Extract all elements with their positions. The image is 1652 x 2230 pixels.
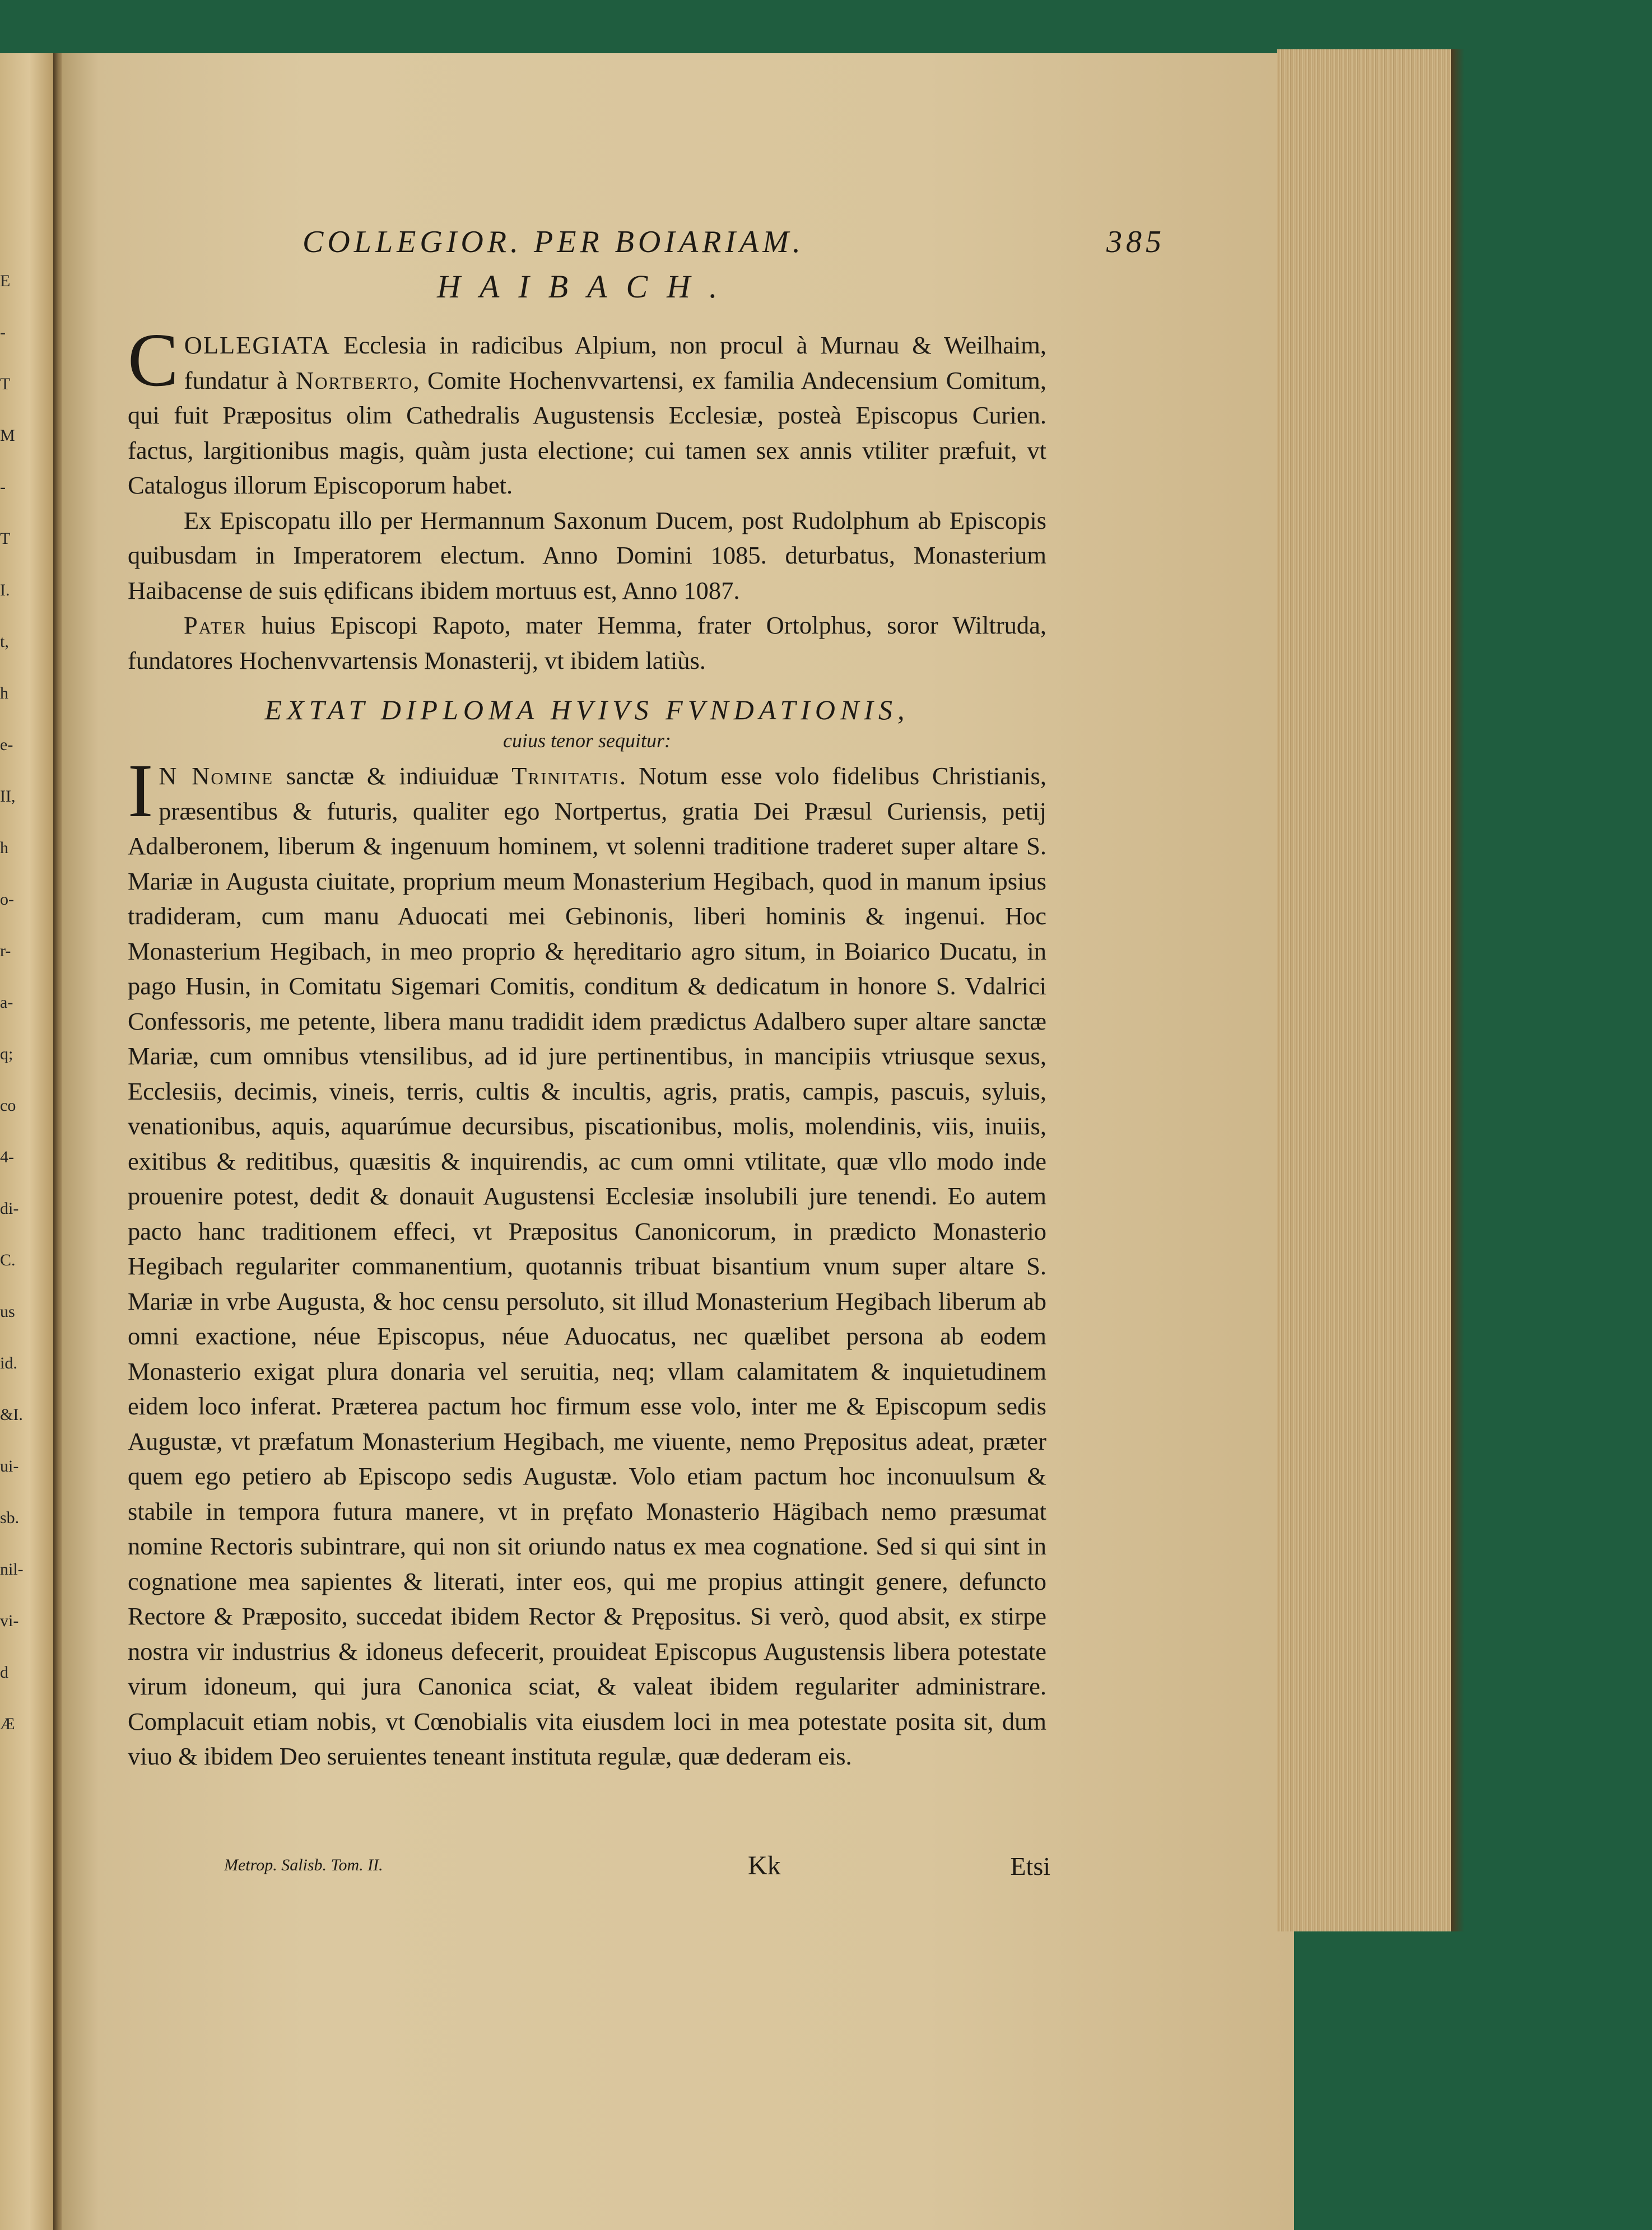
facing-page <box>0 53 53 2230</box>
fragment: d <box>0 1663 8 1682</box>
fragment: II, <box>0 787 16 806</box>
page-number: 385 <box>1106 225 1165 259</box>
fragment: e- <box>0 735 13 754</box>
founder-name: Nortberto <box>295 366 413 394</box>
fragment: t, <box>0 632 9 651</box>
fragment: T <box>0 529 11 548</box>
drop-cap: I <box>128 749 153 833</box>
fragment: E <box>0 272 11 290</box>
paragraph-text: Ecclesia in radicibus Alpium, non procul à Murnau & Weilhaim, fundatur à <box>184 331 1046 394</box>
paragraph-deposition: Ex Episcopatu illo per Hermannum Saxonum Ducem, post Rudolphum ab Episcopis quibusdam in Imperatorem electum. Anno Domini 1085. deturbatus, Monasterium Haibacense de suis ędificans ibidem mortuus est, Anno 1087. <box>128 506 1046 604</box>
paragraph-foundation <box>128 318 1046 503</box>
fragment: Æ <box>0 1715 15 1733</box>
lead-word: OLLEGIATA <box>184 331 331 359</box>
paragraph-text: , Comite Hochenvvartensi, ex familia Andecensium Comitum, qui fuit Præpositus olim Cathedralis Augustensis Ecclesiæ, posteà Episcopus Curien. factus, largitionibus magis, quàm justa electione; cui tamen sex annis vtiliter præfuit, vt Catalogus illorum Episcoporum habet. <box>128 366 1046 499</box>
paragraph-text: . Notum esse volo fidelibus Christianis, præsentibus & futuris, qualiter ego Nortpertus, gratia Dei Præsul Curiensis, petij Adalberonem, liberum & ingenuum hominem, vt solenni traditione traderet super altare S. Mariæ in Augusta ciuitate, proprium meum Monasterium Hegibach, quod in manum ipsius tradideram, cum manu Aduocati mei Gebinonis, liberi hominis & ingenui. Hoc Monasterium Hegibach, in meo proprio & hęreditario agro situm, in Boiarico Ducatu, in pago Husin, in Comitatu Sigemari Comitis, conditum & dedicatum in honore S. Vdalrici Confessoris, me petente, libera manu tradidit idem prædictus Adalbero super altare sanctæ Mariæ, cum omnibus vtensilibus, ad id jure pertinentibus, in mancipiis vtriusque sexus, Ecclesiis, decimis, vineis, terris, cultis & incultis, agris, pratis, campis, pascuis, syluis, venationibus, aquis, aquarúmue decursibus, piscationibus, molis, molendinis, viis, inuiis, exitibus & reditibus, quæsitis & inquirendis, ac cum omni vtilitate, quæ vllo modo inde prouenire potest, dedit & donauit Augustensi Ecclesiæ insolubili jure tenendi. Eo autem pacto hanc traditionem effeci, vt Præpositus Canonicorum, in prædicto Monasterio Hegibach regulariter commanentium, quotannis tribuat bisantium vnum super altare S. Mariæ in vrbe Augusta, & hoc censu persoluto, sit illud Monasterium Hegibach liberum ab omni exactione, néue Episcopus, néue Aduocatus, nec quælibet persona ab eodem Monasterio exigat plura donaria vel seruitia, neq; vllam calamitatem & inquietudinem eidem loco inferat. Præterea pactum hoc firmum esse volo, inter me & Episcopum sedis Augustæ, vt præfatum Monasterium Hegibach, me viuente, nemo Prępositus adeat, præter quem ego petiero ab Episcopo sedis Augustæ. Volo etiam pactum hoc inconuulsum & stabile in tempora futura manere, vt in pręfato Monasterio Hägibach nemo præsumat nomine Rectoris subintrare, qui non sit oriundo natus ex mea cognatione. Sed si qui sint in cognatione mea sapientes & literati, inter eos, qui me propius attingit genere, defuncto Rectore & Præposito, succedat ibidem Rector & Prępositus. Si verò, quod absit, ex stirpe nostra vir industrius & idoneus defecerit, prouideat Episcopus Augustensis libera potestate virum idoneum, qui jura Canonica sciat, & valeat ibidem regulariter administrare. Complacuit etiam nobis, vt Cœnobialis vita eiusdem loci in mea potestate posita sit, dum viuo & ibidem Deo seruientes teneant instituta regulæ, quæ dederam eis. <box>128 762 1047 1770</box>
fragment: id. <box>0 1354 17 1372</box>
fragment: r- <box>0 942 11 960</box>
fragment: h <box>0 684 8 702</box>
section-title: HAIBACH. <box>437 268 737 305</box>
diploma-heading: EXTAT DIPLOMA HVIVS FVNDATIONIS, <box>264 694 910 725</box>
diploma-subheading: cuius tenor sequitur: <box>503 729 671 752</box>
fragment: nil- <box>0 1560 24 1579</box>
fragment: di- <box>0 1199 19 1218</box>
page-footer <box>224 1850 1050 1884</box>
fragment: vi- <box>0 1612 19 1630</box>
signature-mark: Kk <box>748 1851 781 1880</box>
facing-page-margin-fragments <box>0 266 35 1739</box>
lead-word: Pater <box>184 611 247 639</box>
fragment: a- <box>0 993 13 1012</box>
fragment: ui- <box>0 1457 19 1475</box>
fragment: - <box>0 323 6 342</box>
running-head-title: COLLEGIOR. PER BOIARIAM. <box>303 225 804 259</box>
fragment: co <box>0 1096 16 1115</box>
fragment: sb. <box>0 1509 20 1527</box>
body-text <box>128 318 1047 1774</box>
fragment: - <box>0 478 6 496</box>
fragment: T <box>0 375 11 393</box>
lead-word: N Nomine <box>159 762 274 790</box>
paragraph-diploma <box>128 749 1047 1774</box>
drop-cap: C <box>128 318 179 402</box>
fragment: us <box>0 1302 15 1321</box>
fragment: M <box>0 426 15 445</box>
fragment: h <box>0 839 8 857</box>
page-stack-shadow <box>1451 49 1464 1931</box>
trinity-word: Trinitatis <box>511 762 620 790</box>
fragment: 4- <box>0 1148 14 1166</box>
page-stack-edge <box>1277 49 1454 1931</box>
paragraph-text: sanctæ & indiuiduæ <box>273 762 512 790</box>
catchword: Etsi <box>1010 1852 1050 1880</box>
fragment: o- <box>0 890 14 909</box>
fragment: I. <box>0 581 10 599</box>
volume-note: Metrop. Salisb. Tom. II. <box>224 1856 383 1874</box>
paragraph-text: huius Episcopi Rapoto, mater Hemma, frater Ortolphus, soror Wiltruda, fundatores Hochenvvartensis Monasterij, vt ibidem latiùs. <box>128 611 1046 674</box>
paragraph-family <box>128 608 1046 678</box>
fragment: C. <box>0 1251 16 1269</box>
fragment: &I. <box>0 1405 23 1424</box>
running-head <box>303 224 1165 269</box>
fragment: q; <box>0 1045 13 1063</box>
